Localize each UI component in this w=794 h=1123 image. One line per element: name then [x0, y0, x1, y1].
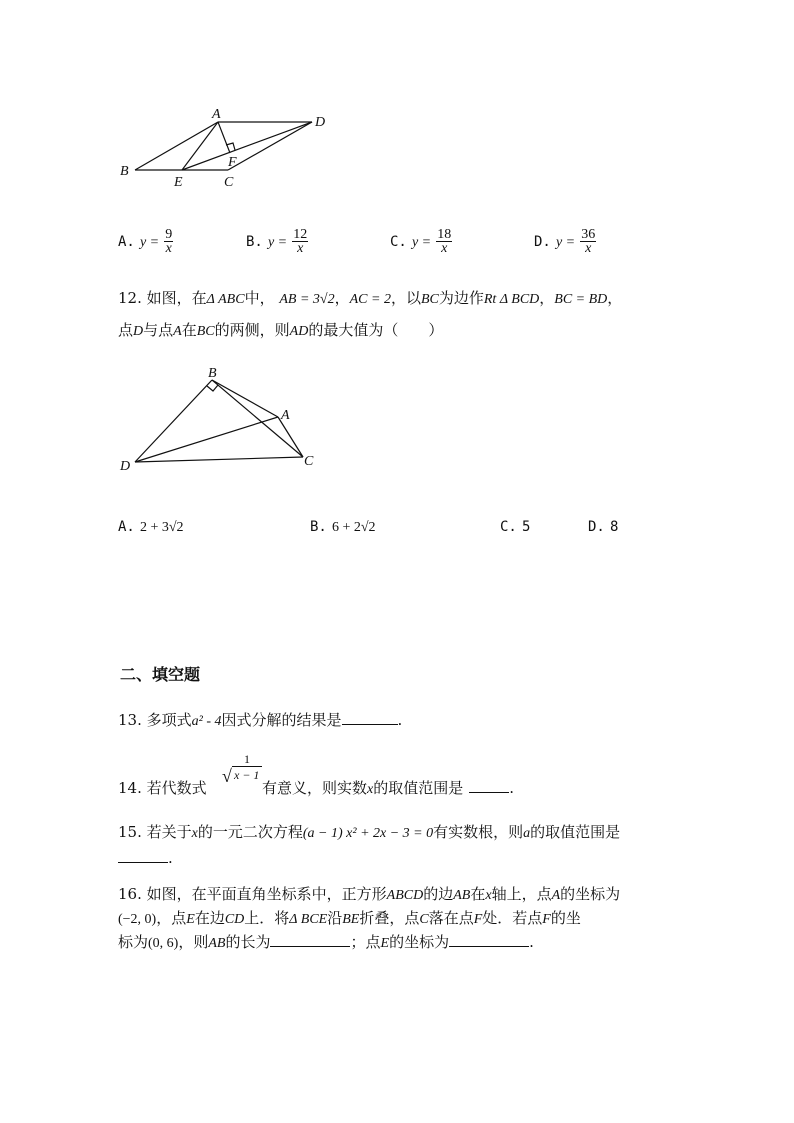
- radical-radicand: x − 1: [234, 768, 260, 782]
- q12-option-b[interactable]: [310, 516, 376, 536]
- label-b: B: [208, 366, 217, 381]
- segment-dc: [135, 457, 303, 462]
- option-value: 2 + 3√2: [139, 520, 184, 535]
- q11-option-a[interactable]: [118, 228, 173, 255]
- option-fraction: $\frac{36}{x}$: [581, 227, 596, 256]
- q12-line-1: 12. 如图，在Δ ABC中， AB = 3√2，AC = 2，以BC为边作Rt Δ BCD，BC = BD，: [118, 289, 623, 307]
- option-lhs: y =: [555, 235, 576, 250]
- option-label: B.: [310, 519, 327, 535]
- segment-af: [218, 122, 230, 153]
- q14: 14. 若代数式: [118, 779, 207, 797]
- option-lhs: y =: [139, 235, 160, 250]
- label-c: C: [224, 175, 234, 190]
- q16-line-1: 16. 如图，在平面直角坐标系中，正方形ABCD的边AB在x轴上，点A的坐标为: [118, 885, 621, 903]
- figure-q11: [110, 100, 350, 195]
- section-title: 二、填空题: [120, 665, 201, 684]
- q11-option-d[interactable]: [534, 228, 596, 255]
- label-d: D: [315, 115, 326, 130]
- segment-cd: [228, 122, 312, 170]
- q15-line-2: .: [118, 848, 173, 868]
- right-angle-mark-b: [207, 385, 218, 391]
- option-label: A.: [118, 234, 135, 250]
- segment-ed: [182, 122, 312, 170]
- option-value: 8: [609, 519, 619, 535]
- figure-q12: [110, 362, 330, 477]
- q16-line-3: 标为(0, 6)，则AB的长为 ；点E的坐标为 .: [118, 933, 534, 951]
- answer-blank[interactable]: [118, 848, 168, 863]
- label-a: A: [212, 107, 221, 122]
- option-label: B.: [246, 234, 263, 250]
- option-fraction: $\frac{9}{x}$: [165, 227, 173, 256]
- segment-ac: [278, 417, 303, 457]
- label-a: A: [281, 408, 290, 423]
- radical-numerator: 1: [232, 752, 262, 767]
- option-label: C.: [500, 519, 517, 535]
- q12-option-d[interactable]: [588, 516, 618, 535]
- answer-blank-e[interactable]: [449, 932, 529, 947]
- radical-sign: √: [222, 766, 232, 786]
- q16-line-2: (−2, 0)，点E在边CD上．将Δ BCE沿BE折叠，点C落在点F处．若点F的坐: [118, 909, 581, 927]
- option-fraction: $\frac{12}{x}$: [293, 227, 308, 256]
- label-d: D: [120, 459, 131, 474]
- option-label: D.: [534, 234, 551, 250]
- q14-rest: 有意义，则实数x的取值范围是 .: [262, 779, 515, 797]
- option-lhs: y =: [267, 235, 288, 250]
- q13: 13. 多项式a² - 4因式分解的结果是 .: [118, 711, 403, 729]
- segment-ba: [212, 380, 278, 417]
- option-value: 6 + 2√2: [331, 520, 376, 535]
- label-e: E: [174, 175, 183, 190]
- label-b: B: [120, 164, 129, 179]
- option-fraction: $\frac{18}{x}$: [437, 227, 452, 256]
- segment-bd-top: [135, 122, 218, 170]
- label-f: F: [228, 155, 237, 170]
- answer-blank-ab[interactable]: [270, 932, 350, 947]
- option-value: 5: [521, 519, 531, 535]
- q12-line-2: 点D与点A在BC的两侧，则AD的最大值为（ ）: [118, 321, 444, 339]
- q12-option-c[interactable]: [500, 516, 530, 535]
- q11-option-b[interactable]: [246, 228, 308, 255]
- option-lhs: y =: [411, 235, 432, 250]
- answer-blank[interactable]: [469, 778, 509, 793]
- q14-radical: [222, 752, 262, 785]
- option-label: D.: [588, 519, 605, 535]
- q15-line-1: 15. 若关于x的一元二次方程(a − 1) x² + 2x − 3 = 0有实数根，则a的取值范围是: [118, 823, 621, 841]
- answer-blank[interactable]: [342, 710, 398, 725]
- label-c: C: [304, 454, 314, 469]
- option-label: A.: [118, 519, 135, 535]
- q11-option-c[interactable]: [390, 228, 452, 255]
- option-label: C.: [390, 234, 407, 250]
- q12-option-a[interactable]: [118, 516, 184, 536]
